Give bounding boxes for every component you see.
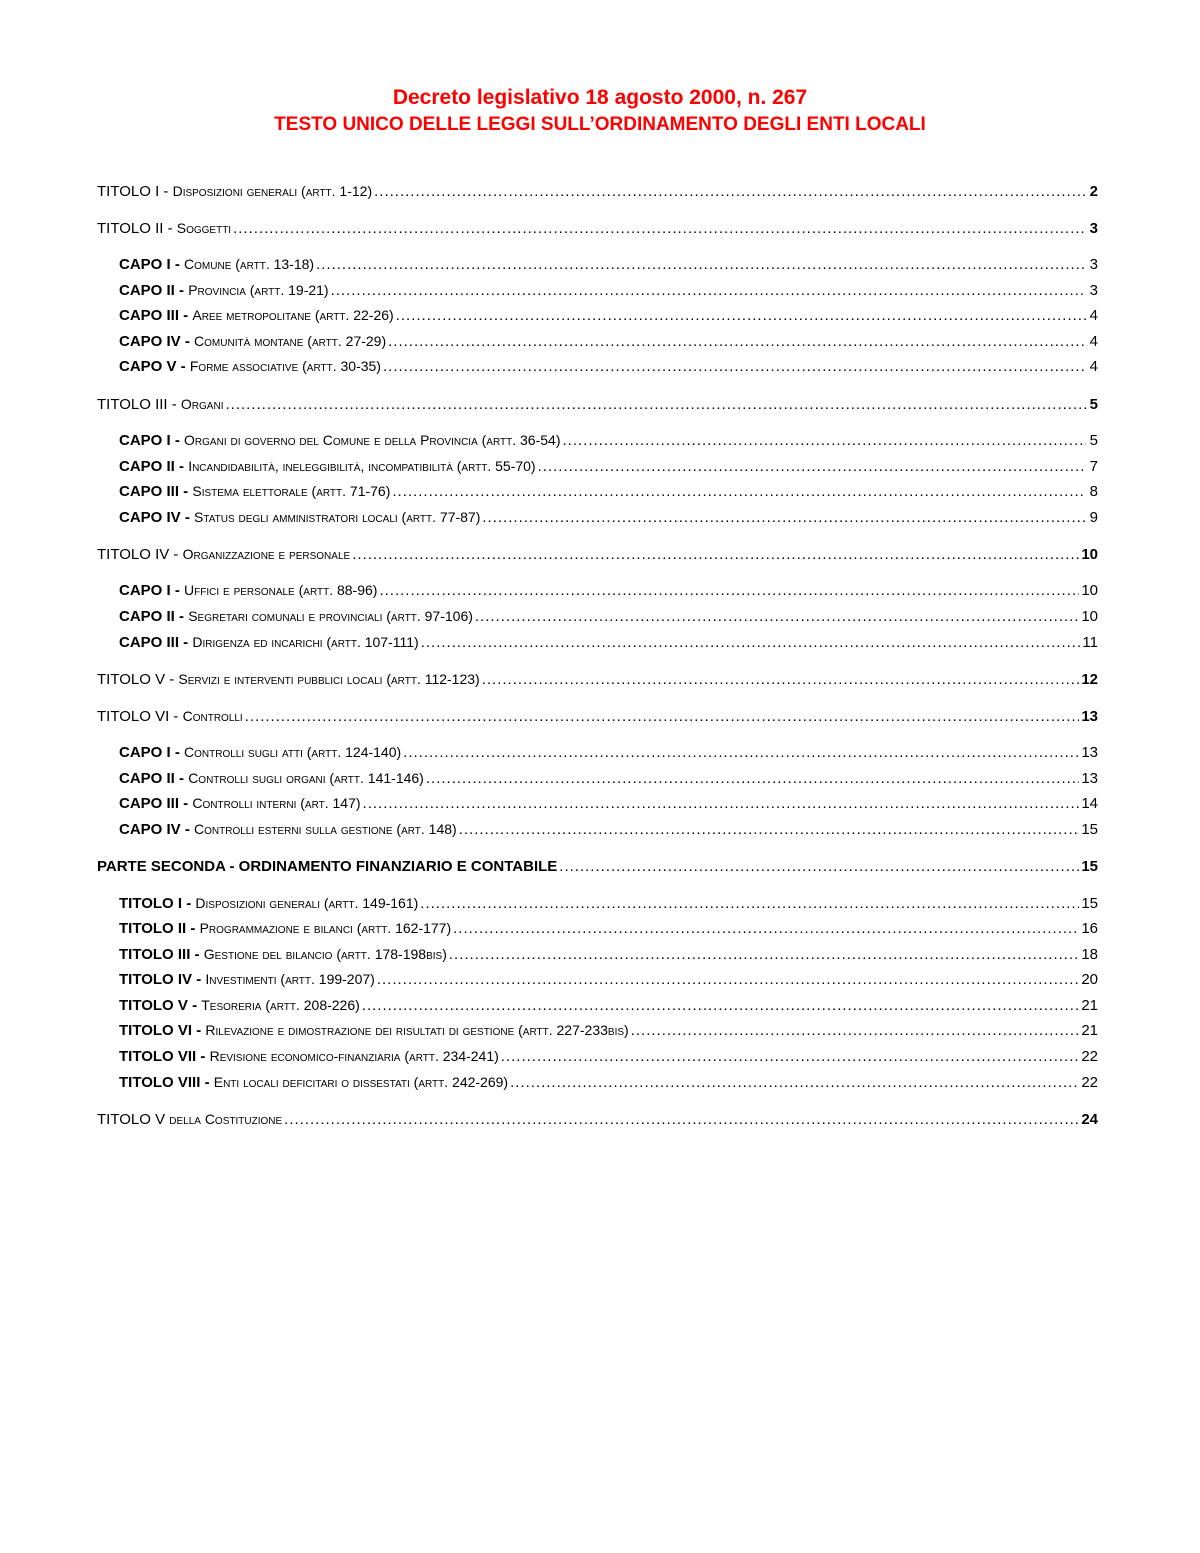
toc-entry-title: Organi	[180, 395, 224, 412]
toc-dot-leader	[459, 817, 1080, 843]
toc-entry-label: PARTE SECONDA - ORDINAMENTO FINANZIARIO E CONTABILE	[97, 857, 558, 875]
toc-entry-separator: -	[170, 744, 185, 762]
toc-entry-titolo-sub[interactable]	[97, 916, 1098, 942]
toc-entry-separator: -	[200, 1073, 214, 1091]
toc-page-number: 2	[1089, 183, 1098, 200]
toc-page-number: 21	[1081, 996, 1098, 1014]
toc-entry-title: Sistema elettorale (artt. 71-76)	[192, 483, 391, 500]
toc-entry-label: TITOLO VI	[97, 708, 170, 726]
toc-entry-titolo-sub[interactable]	[97, 967, 1098, 993]
toc-entry-label: CAPO I	[119, 744, 171, 762]
toc-entry-title: Status degli amministratori locali (artt. 77-87)	[194, 508, 481, 525]
toc-entry-titolo-4[interactable]	[97, 541, 1098, 567]
toc-page-number: 22	[1081, 1073, 1098, 1091]
toc-entry-capo[interactable]	[97, 329, 1098, 355]
table-of-contents	[97, 178, 1098, 1132]
toc-entry-separator: -	[179, 633, 193, 651]
toc-page-number: 10	[1081, 546, 1098, 564]
toc-dot-leader	[331, 278, 1086, 304]
toc-entry-label: TITOLO VII	[119, 1048, 197, 1066]
toc-entry-separator: -	[180, 508, 195, 526]
toc-dot-leader	[245, 704, 1080, 730]
toc-entry-label: TITOLO II	[119, 920, 187, 938]
toc-entry-label: TITOLO VIII	[119, 1073, 201, 1091]
toc-entry-title: Segretari comunali e provinciali (artt. 97-106)	[188, 607, 473, 624]
toc-entry-label: CAPO IV	[119, 508, 181, 526]
toc-entry-label: TITOLO V	[97, 1111, 166, 1129]
toc-entry-title: Aree metropolitane (artt. 22-26)	[192, 307, 394, 324]
toc-entry-titolo-sub[interactable]	[97, 891, 1098, 917]
toc-entry-title: Gestione del bilancio (artt. 178-198bis)	[203, 945, 447, 962]
toc-page-number: 12	[1081, 671, 1098, 689]
toc-entry-titolo-costituzione[interactable]	[97, 1106, 1098, 1132]
toc-entry-separator: -	[192, 1022, 206, 1040]
toc-entry-separator: -	[179, 795, 193, 813]
toc-entry-capo[interactable]	[97, 791, 1098, 817]
toc-page-number: 22	[1081, 1048, 1098, 1066]
toc-dot-leader	[396, 303, 1086, 329]
toc-page-number: 15	[1081, 820, 1098, 838]
toc-entry-separator: -	[176, 358, 190, 376]
toc-dot-leader	[388, 329, 1086, 355]
toc-entry-separator: -	[170, 582, 185, 600]
toc-page-number: 8	[1089, 483, 1098, 501]
toc-entry-separator: -	[169, 546, 183, 564]
toc-entry-separator: -	[169, 708, 183, 726]
toc-entry-titolo-sub[interactable]	[97, 993, 1098, 1019]
toc-entry-separator: -	[167, 395, 181, 413]
toc-page-number: 10	[1081, 607, 1098, 625]
toc-entry-title: Dirigenza ed incarichi (artt. 107-111)	[192, 633, 419, 650]
toc-page-number: 14	[1081, 795, 1098, 813]
toc-entry-titolo-sub[interactable]	[97, 1044, 1098, 1070]
toc-entry-label: CAPO II	[119, 281, 175, 299]
toc-dot-leader	[453, 916, 1079, 942]
toc-dot-leader	[383, 354, 1086, 380]
toc-dot-leader	[284, 1107, 1079, 1133]
toc-entry-title: Revisione economico-finanziaria (artt. 234-241)	[209, 1048, 499, 1065]
toc-entry-capo[interactable]	[97, 278, 1098, 304]
toc-entry-label: CAPO IV	[119, 332, 181, 350]
toc-entry-title: Incandidabilità, ineleggibilità, incompatibilità (artt. 55-70)	[188, 457, 536, 474]
toc-page-number: 4	[1089, 307, 1098, 325]
toc-entry-separator: -	[186, 920, 200, 938]
toc-entry-title: Controlli interni (art. 147)	[192, 795, 361, 812]
toc-entry-capo[interactable]	[97, 604, 1098, 630]
toc-entry-label: TITOLO V	[119, 996, 188, 1014]
toc-entry-separator: -	[179, 307, 193, 325]
toc-page-number: 3	[1089, 281, 1098, 299]
toc-entry-label: TITOLO I	[119, 894, 183, 912]
toc-dot-leader	[420, 891, 1079, 917]
toc-entry-titolo-sub[interactable]	[97, 1018, 1098, 1044]
toc-entry-separator: -	[192, 971, 206, 989]
toc-entry-capo[interactable]	[97, 252, 1098, 278]
document-subtitle: TESTO UNICO DELLE LEGGI SULL’ORDINAMENTO DEGLI ENTI LOCALI	[274, 114, 926, 135]
toc-dot-leader	[403, 740, 1079, 766]
toc-page-number: 16	[1081, 920, 1098, 938]
toc-entry-separator: -	[174, 607, 189, 625]
toc-entry-title: della Costituzione	[169, 1111, 283, 1128]
toc-entry-separator: -	[174, 769, 189, 787]
toc-dot-leader	[362, 993, 1080, 1019]
toc-entry-title: Comunità montane (artt. 27-29)	[194, 332, 387, 349]
toc-page-number: 4	[1089, 358, 1098, 376]
toc-entry-label: TITOLO V	[97, 671, 166, 689]
toc-page-number: 3	[1089, 220, 1098, 237]
toc-entry-label: TITOLO II	[97, 220, 164, 237]
toc-entry-title: Forme associative (artt. 30-35)	[189, 358, 381, 375]
toc-entry-separator: -	[174, 281, 189, 299]
toc-dot-leader	[538, 454, 1086, 480]
toc-entry-separator: -	[170, 431, 185, 449]
toc-dot-leader	[316, 252, 1086, 278]
toc-entry-label: CAPO II	[119, 607, 175, 625]
toc-page-number: 11	[1082, 633, 1098, 651]
toc-dot-leader	[426, 766, 1079, 792]
toc-entry-separator: -	[190, 945, 204, 963]
toc-page-number: 13	[1081, 744, 1098, 762]
toc-entry-label: CAPO II	[119, 769, 175, 787]
toc-page-number: 20	[1081, 971, 1098, 989]
toc-dot-leader	[363, 791, 1080, 817]
toc-dot-leader	[482, 505, 1086, 531]
toc-entry-titolo-sub[interactable]	[97, 942, 1098, 968]
toc-entry-capo[interactable]	[97, 354, 1098, 380]
toc-entry-label: CAPO III	[119, 483, 180, 501]
toc-entry-label: CAPO III	[119, 307, 180, 325]
toc-entry-capo[interactable]	[97, 454, 1098, 480]
toc-page-number: 7	[1089, 457, 1098, 475]
toc-page-number: 24	[1081, 1111, 1098, 1129]
toc-dot-leader	[501, 1044, 1080, 1070]
toc-dot-leader	[225, 392, 1086, 418]
document-title: Decreto legislativo 18 agosto 2000, n. 267	[392, 86, 808, 109]
toc-dot-leader	[392, 479, 1086, 505]
toc-entry-titolo-sub[interactable]	[97, 1070, 1098, 1096]
toc-page-number: 5	[1089, 395, 1098, 413]
toc-entry-title: Soggetti	[176, 220, 232, 236]
toc-dot-leader	[233, 216, 1086, 242]
toc-dot-leader	[449, 942, 1079, 968]
toc-page-number: 15	[1081, 857, 1098, 875]
toc-entry-separator: -	[170, 256, 185, 273]
toc-entry-title: Disposizioni generali (artt. 149-161)	[195, 894, 419, 911]
toc-entry-title: Tesoreria (artt. 208-226)	[201, 996, 360, 1013]
toc-entry-title: Programmazione e bilanci (artt. 162-177)	[199, 920, 452, 937]
toc-dot-leader	[352, 542, 1079, 568]
toc-entry-label: CAPO V	[119, 358, 177, 376]
toc-entry-label: TITOLO IV	[97, 546, 170, 564]
toc-entry-titolo-6[interactable]	[97, 703, 1098, 729]
toc-dot-leader	[379, 578, 1079, 604]
toc-entry-capo[interactable]	[97, 630, 1098, 656]
toc-entry-label: CAPO II	[119, 457, 175, 475]
document-header	[0, 84, 1200, 138]
toc-entry-label: CAPO I	[119, 582, 171, 600]
toc-entry-label: CAPO IV	[119, 820, 181, 838]
toc-page-number: 10	[1081, 582, 1098, 600]
toc-entry-separator: -	[174, 457, 189, 475]
toc-entry-capo[interactable]	[97, 428, 1098, 454]
toc-entry-label: TITOLO I	[97, 183, 160, 200]
toc-page-number: 18	[1081, 945, 1098, 963]
toc-entry-title: Uffici e personale (artt. 88-96)	[184, 582, 378, 599]
toc-entry-titolo-5[interactable]	[97, 666, 1098, 692]
toc-entry-capo[interactable]	[97, 766, 1098, 792]
toc-entry-title: Comune (artt. 13-18)	[184, 256, 315, 272]
toc-entry-label: TITOLO VI	[119, 1022, 193, 1040]
toc-page-number: 15	[1081, 894, 1098, 912]
toc-entry-parte-seconda[interactable]	[97, 854, 1098, 880]
toc-page-number: 21	[1081, 1022, 1098, 1040]
toc-entry-separator: -	[163, 220, 177, 237]
toc-entry-title: Organizzazione e personale	[182, 546, 351, 563]
toc-entry-title: Controlli sugli atti (artt. 124-140)	[184, 744, 402, 761]
toc-entry-label: CAPO III	[119, 795, 180, 813]
toc-entry-title: Enti locali deficitari o dissestati (artt. 242-269)	[213, 1073, 509, 1090]
toc-entry-title: Provincia (artt. 19-21)	[188, 281, 329, 298]
toc-dot-leader	[631, 1018, 1080, 1044]
toc-page-number: 9	[1089, 508, 1098, 526]
toc-entry-capo[interactable]	[97, 817, 1098, 843]
toc-entry-capo[interactable]	[97, 303, 1098, 329]
toc-dot-leader	[374, 179, 1086, 205]
toc-entry-label: CAPO I	[119, 256, 171, 273]
toc-entry-title: Rilevazione e dimostrazione dei risultati di gestione (artt. 227-233bis)	[205, 1022, 629, 1039]
toc-entry-separator: -	[179, 483, 193, 501]
toc-entry-separator: -	[165, 671, 179, 689]
toc-entry-label: CAPO III	[119, 633, 180, 651]
toc-dot-leader	[421, 630, 1081, 656]
toc-entry-separator: -	[187, 996, 202, 1014]
toc-dot-leader	[562, 428, 1086, 454]
toc-page-number: 13	[1081, 708, 1098, 726]
toc-entry-label: TITOLO III	[119, 945, 191, 963]
toc-dot-leader	[475, 604, 1079, 630]
toc-entry-title: Controlli sugli organi (artt. 141-146)	[188, 769, 424, 786]
toc-dot-leader	[482, 667, 1080, 693]
toc-entry-label: TITOLO IV	[119, 971, 193, 989]
toc-entry-title: Investimenti (artt. 199-207)	[205, 971, 375, 988]
toc-entry-capo[interactable]	[97, 578, 1098, 604]
toc-entry-titolo-2[interactable]	[97, 215, 1098, 241]
toc-entry-label: CAPO I	[119, 431, 171, 449]
toc-entry-separator: -	[180, 332, 195, 350]
toc-page-number: 5	[1089, 431, 1098, 449]
toc-entry-separator: -	[182, 894, 196, 912]
toc-dot-leader	[377, 967, 1079, 993]
toc-page-number: 3	[1089, 256, 1098, 273]
toc-entry-capo[interactable]	[97, 479, 1098, 505]
toc-entry-titolo-1[interactable]	[97, 178, 1098, 204]
toc-entry-title: Controlli esterni sulla gestione (art. 148)	[194, 820, 457, 837]
toc-dot-leader	[510, 1070, 1079, 1096]
toc-entry-separator: -	[159, 183, 173, 200]
toc-entry-titolo-3[interactable]	[97, 391, 1098, 417]
toc-entry-separator: -	[180, 820, 195, 838]
toc-page-number: 4	[1089, 332, 1098, 350]
toc-entry-label: TITOLO III	[97, 395, 168, 413]
toc-dot-leader	[559, 854, 1079, 880]
toc-entry-title: Servizi e interventi pubblici locali (artt. 112-123)	[178, 671, 480, 688]
toc-entry-separator: -	[196, 1048, 210, 1066]
toc-entry-title: Organi di governo del Comune e della Provincia (artt. 36-54)	[184, 431, 561, 448]
toc-entry-title: Disposizioni generali (artt. 1-12)	[172, 183, 373, 199]
toc-page-number: 13	[1081, 769, 1098, 787]
toc-entry-capo[interactable]	[97, 740, 1098, 766]
toc-entry-capo[interactable]	[97, 505, 1098, 531]
toc-entry-title: Controlli	[182, 708, 243, 725]
